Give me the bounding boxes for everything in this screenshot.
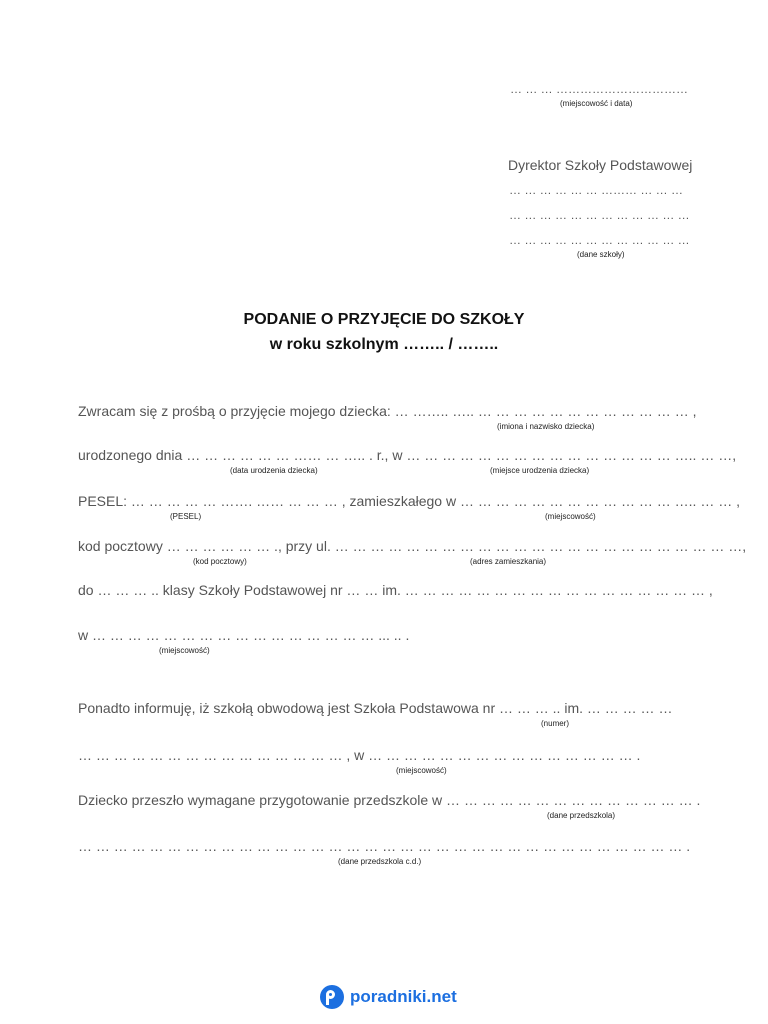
pesel-caption: (PESEL) <box>170 512 202 521</box>
city-caption: (miejscowość) <box>159 646 210 655</box>
place-date-caption: (miejscowość i data) <box>560 99 633 108</box>
preschool-caption: (dane przedszkola) <box>547 811 616 820</box>
preschool-continued-caption: (dane przedszkola c.d.) <box>338 857 422 866</box>
birth-date-caption: (data urodzenia dziecka) <box>230 466 318 475</box>
pesel-line: PESEL: … … … … … ……. …… … … … , zamieszkałego w … … … … … … … … … … … … ….. … … , <box>78 493 740 509</box>
district-school-city-line: … … … … … … … … … … … … … … … , w … … … … … … … … … … … … … … … . <box>78 747 641 763</box>
place-date-dots: … … … …………………………… <box>510 82 689 96</box>
residence-caption: (miejscowość) <box>545 512 596 521</box>
district-school-line: Ponadto informuję, iż szkołą obwodową jest Szkoła Podstawowa nr … … … .. im. … … … … … <box>78 700 673 716</box>
recipient: Dyrektor Szkoły Podstawowej <box>508 157 693 173</box>
address-caption: (adres zamieszkania) <box>470 557 547 566</box>
class-line: do … … … .. klasy Szkoły Podstawowej nr … … im. … … … … … … … … … … … … … … … … … , <box>78 582 713 598</box>
postal-caption: (kod pocztowy) <box>193 557 247 566</box>
child-name-line: Zwracam się z prośbą o przyjęcie mojego dziecka: … …….. ….. … … … … … … … … … … … … , <box>78 403 697 419</box>
child-name-caption: (imiona i nazwisko dziecka) <box>497 422 595 431</box>
document-title: PODANIE O PRZYJĘCIE DO SZKOŁY <box>243 311 525 328</box>
school-year-line: w roku szkolnym …….. / …….. <box>269 336 499 353</box>
number-caption: (numer) <box>541 719 570 728</box>
school-line-2: … … … … … … … … … … … … <box>509 208 690 222</box>
postal-line: kod pocztowy … … … … … … ., przy ul. … … … … … … … … … … … … … … … … … … … … … … …, <box>78 538 747 554</box>
logo-text: poradniki.net <box>350 987 457 1006</box>
city-line: w … … … … … … … … … … … … … … … … ... .. . <box>78 627 410 643</box>
school-line-3: … … … … … … … … … … … … <box>509 233 690 247</box>
preschool-continued-line: … … … … … … … … … … … … … … … … … … … … … … … … … … … … … … … … … … . <box>78 838 691 854</box>
district-city-caption: (miejscowość) <box>396 766 447 775</box>
school-line-1: … … … … … … ……… … … … <box>509 183 684 197</box>
school-caption: (dane szkoły) <box>577 250 625 259</box>
poradniki-logo[interactable] <box>320 985 457 1009</box>
birth-place-caption: (miejsce urodzenia dziecka) <box>490 466 590 475</box>
birth-line: urodzonego dnia … … … … … … …… … ….. . r., w … … … … … … … … … … … … … … … ….. … …, <box>78 447 737 463</box>
preschool-line: Dziecko przeszło wymagane przygotowanie przedszkole w … … … … … … … … … … … … … … . <box>78 792 701 808</box>
p-logo-icon <box>320 985 344 1009</box>
